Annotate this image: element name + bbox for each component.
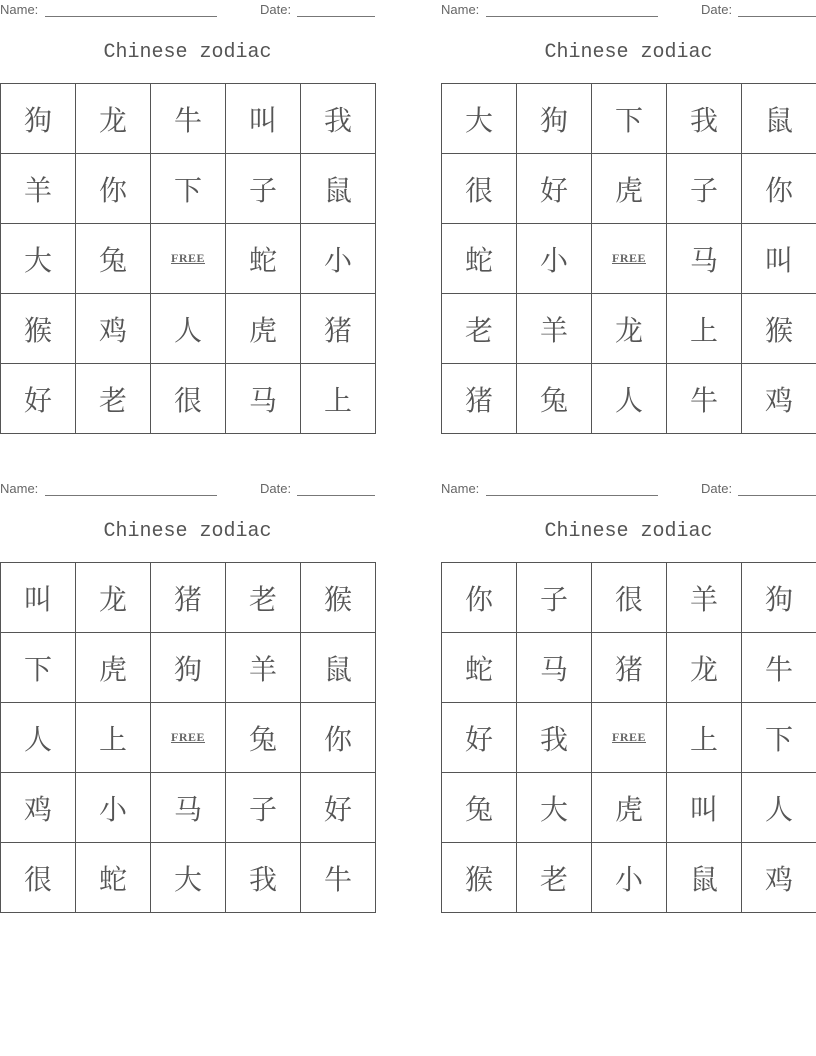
grid-row — [1, 294, 376, 364]
grid-cell: 老 — [442, 294, 517, 364]
date-field-line[interactable] — [738, 495, 816, 496]
date-label: Date: — [260, 2, 292, 17]
grid-row — [442, 154, 816, 224]
grid-cell: 鸡 — [742, 364, 816, 434]
bingo-grid — [441, 562, 816, 913]
grid-cell: 兔 — [517, 364, 592, 434]
grid-cell: 龙 — [667, 633, 742, 703]
grid-row — [1, 773, 376, 843]
grid-cell: 鸡 — [1, 773, 76, 843]
grid-cell: 狗 — [742, 563, 816, 633]
grid-cell: 上 — [667, 703, 742, 773]
grid-cell: 好 — [1, 364, 76, 434]
grid-cell: 人 — [742, 773, 816, 843]
grid-cell: 龙 — [76, 563, 151, 633]
card-title: Chinese zodiac — [544, 41, 713, 64]
grid-row — [1, 703, 376, 773]
bingo-card-1 — [0, 0, 375, 434]
card-header — [0, 481, 375, 497]
grid-cell: 狗 — [1, 84, 76, 154]
grid-cell: 牛 — [301, 843, 376, 913]
grid-cell: 子 — [226, 154, 301, 224]
grid-cell: 鼠 — [301, 154, 376, 224]
grid-cell: 狗 — [151, 633, 226, 703]
grid-row — [442, 563, 816, 633]
grid-cell: 蛇 — [226, 224, 301, 294]
free-space: FREE — [151, 703, 226, 773]
grid-row — [442, 364, 816, 434]
grid-cell: 大 — [151, 843, 226, 913]
grid-cell: 下 — [742, 703, 816, 773]
grid-cell: 猪 — [301, 294, 376, 364]
grid-cell: 龙 — [592, 294, 667, 364]
bingo-card-4 — [441, 479, 816, 913]
grid-row — [1, 843, 376, 913]
grid-cell: 鼠 — [667, 843, 742, 913]
free-space: FREE — [592, 703, 667, 773]
grid-cell: 鼠 — [301, 633, 376, 703]
name-label: Name: — [0, 2, 39, 17]
grid-cell: 下 — [592, 84, 667, 154]
date-label: Date: — [701, 481, 733, 496]
grid-row — [442, 224, 816, 294]
name-field-line[interactable] — [45, 16, 217, 17]
grid-cell: 人 — [151, 294, 226, 364]
grid-cell: 下 — [151, 154, 226, 224]
grid-cell: 羊 — [667, 563, 742, 633]
grid-cell: 好 — [517, 154, 592, 224]
grid-cell: 上 — [76, 703, 151, 773]
grid-cell: 子 — [517, 563, 592, 633]
grid-cell: 你 — [76, 154, 151, 224]
grid-cell: 羊 — [1, 154, 76, 224]
grid-cell: 我 — [517, 703, 592, 773]
grid-cell: 很 — [442, 154, 517, 224]
grid-cell: 老 — [226, 563, 301, 633]
grid-row — [442, 633, 816, 703]
date-field-line[interactable] — [297, 495, 375, 496]
grid-row — [442, 84, 816, 154]
grid-cell: 小 — [592, 843, 667, 913]
grid-cell: 小 — [301, 224, 376, 294]
grid-cell: 马 — [667, 224, 742, 294]
name-label: Name: — [441, 481, 480, 496]
grid-cell: 小 — [76, 773, 151, 843]
bingo-grid — [441, 83, 816, 434]
date-label: Date: — [260, 481, 292, 496]
grid-row — [1, 563, 376, 633]
grid-cell: 鼠 — [742, 84, 816, 154]
grid-cell: 你 — [442, 563, 517, 633]
grid-cell: 很 — [151, 364, 226, 434]
card-header — [0, 2, 375, 18]
free-space: FREE — [151, 224, 226, 294]
grid-cell: 下 — [1, 633, 76, 703]
grid-cell: 马 — [151, 773, 226, 843]
grid-cell: 人 — [592, 364, 667, 434]
grid-cell: 虎 — [226, 294, 301, 364]
date-field-line[interactable] — [738, 16, 816, 17]
grid-cell: 很 — [1, 843, 76, 913]
grid-cell: 我 — [301, 84, 376, 154]
grid-cell: 大 — [1, 224, 76, 294]
grid-cell: 兔 — [226, 703, 301, 773]
grid-cell: 羊 — [226, 633, 301, 703]
grid-cell: 猴 — [301, 563, 376, 633]
grid-cell: 大 — [442, 84, 517, 154]
grid-cell: 上 — [667, 294, 742, 364]
grid-cell: 我 — [667, 84, 742, 154]
bingo-grid — [0, 562, 376, 913]
grid-cell: 鸡 — [76, 294, 151, 364]
grid-cell: 猪 — [442, 364, 517, 434]
grid-cell: 虎 — [592, 773, 667, 843]
grid-cell: 蛇 — [442, 224, 517, 294]
grid-cell: 你 — [742, 154, 816, 224]
grid-cell: 羊 — [517, 294, 592, 364]
grid-cell: 猪 — [151, 563, 226, 633]
grid-cell: 好 — [301, 773, 376, 843]
grid-cell: 老 — [517, 843, 592, 913]
grid-cell: 子 — [667, 154, 742, 224]
grid-row — [1, 224, 376, 294]
name-label: Name: — [0, 481, 39, 496]
grid-cell: 牛 — [151, 84, 226, 154]
name-field-line[interactable] — [486, 495, 658, 496]
grid-cell: 猴 — [1, 294, 76, 364]
grid-row — [1, 633, 376, 703]
grid-cell: 虎 — [592, 154, 667, 224]
bingo-grid — [0, 83, 376, 434]
grid-row — [1, 154, 376, 224]
grid-cell: 蛇 — [76, 843, 151, 913]
grid-cell: 猴 — [442, 843, 517, 913]
date-field-line[interactable] — [297, 16, 375, 17]
grid-cell: 小 — [517, 224, 592, 294]
grid-row — [442, 843, 816, 913]
grid-cell: 猴 — [742, 294, 816, 364]
grid-cell: 子 — [226, 773, 301, 843]
name-field-line[interactable] — [486, 16, 658, 17]
name-field-line[interactable] — [45, 495, 217, 496]
grid-cell: 虎 — [76, 633, 151, 703]
grid-cell: 很 — [592, 563, 667, 633]
card-title: Chinese zodiac — [544, 520, 713, 543]
grid-cell: 上 — [301, 364, 376, 434]
grid-cell: 叫 — [742, 224, 816, 294]
grid-cell: 猪 — [592, 633, 667, 703]
grid-cell: 兔 — [442, 773, 517, 843]
grid-cell: 蛇 — [442, 633, 517, 703]
grid-row — [1, 364, 376, 434]
grid-row — [442, 773, 816, 843]
grid-cell: 老 — [76, 364, 151, 434]
grid-cell: 牛 — [742, 633, 816, 703]
grid-cell: 叫 — [226, 84, 301, 154]
grid-cell: 你 — [301, 703, 376, 773]
bingo-card-2 — [441, 0, 816, 434]
grid-row — [442, 294, 816, 364]
card-title: Chinese zodiac — [103, 41, 272, 64]
card-title: Chinese zodiac — [103, 520, 272, 543]
grid-cell: 马 — [226, 364, 301, 434]
grid-cell: 牛 — [667, 364, 742, 434]
grid-cell: 大 — [517, 773, 592, 843]
grid-cell: 好 — [442, 703, 517, 773]
name-label: Name: — [441, 2, 480, 17]
card-header — [441, 481, 816, 497]
grid-cell: 兔 — [76, 224, 151, 294]
grid-cell: 龙 — [76, 84, 151, 154]
free-space: FREE — [592, 224, 667, 294]
grid-cell: 马 — [517, 633, 592, 703]
grid-cell: 人 — [1, 703, 76, 773]
grid-row — [1, 84, 376, 154]
grid-cell: 狗 — [517, 84, 592, 154]
grid-cell: 我 — [226, 843, 301, 913]
grid-cell: 叫 — [667, 773, 742, 843]
grid-cell: 叫 — [1, 563, 76, 633]
grid-cell: 鸡 — [742, 843, 816, 913]
date-label: Date: — [701, 2, 733, 17]
grid-row — [442, 703, 816, 773]
card-header — [441, 2, 816, 18]
bingo-card-3 — [0, 479, 375, 913]
